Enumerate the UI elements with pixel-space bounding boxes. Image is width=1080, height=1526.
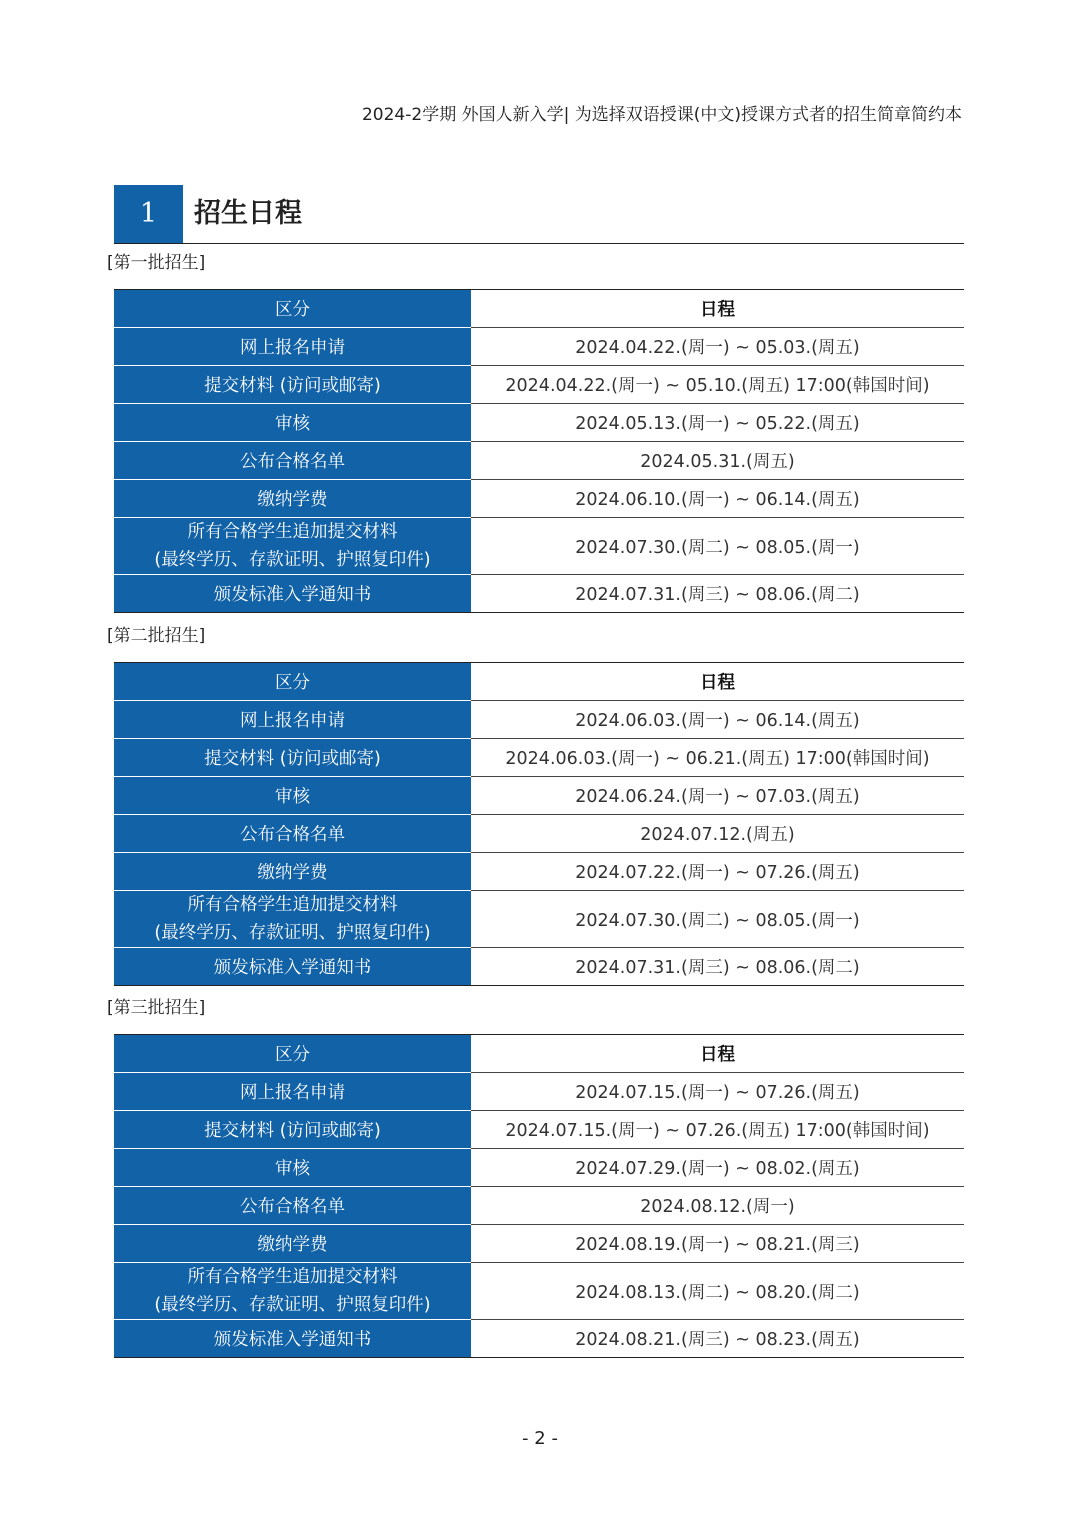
row-category	[114, 518, 471, 575]
table-header-row	[114, 1035, 964, 1073]
page-number: - 2 -	[522, 1428, 558, 1449]
row-category	[114, 1263, 471, 1320]
row-schedule: 2024.07.30.(周二) ~ 08.05.(周一)	[471, 891, 964, 948]
row-category: 缴纳学费	[114, 1225, 471, 1263]
table-header-row	[114, 663, 964, 701]
row-schedule: 2024.07.15.(周一) ~ 07.26.(周五) 17:00(韩国时间)	[471, 1111, 964, 1149]
row-schedule: 2024.04.22.(周一) ~ 05.03.(周五)	[471, 328, 964, 366]
row-category: 缴纳学费	[114, 480, 471, 518]
section-title: 招生日程	[194, 198, 302, 229]
row-category-line2: (最终学历、存款证明、护照复印件)	[154, 923, 431, 943]
table-row	[114, 1073, 964, 1111]
row-schedule: 2024.08.19.(周一) ~ 08.21.(周三)	[471, 1225, 964, 1263]
header-schedule: 日程	[471, 1035, 964, 1073]
row-category: 审核	[114, 1149, 471, 1187]
batch-label-3: [第三批招生]	[107, 998, 206, 1018]
row-schedule: 2024.04.22.(周一) ~ 05.10.(周五) 17:00(韩国时间)	[471, 366, 964, 404]
table-row	[114, 1149, 964, 1187]
table-row	[114, 404, 964, 442]
row-schedule: 2024.07.31.(周三) ~ 08.06.(周二)	[575, 958, 860, 978]
table-row	[114, 480, 964, 518]
section-number: 1	[114, 185, 183, 243]
row-schedule: 2024.06.03.(周一) ~ 06.14.(周五)	[471, 701, 964, 739]
header-schedule: 日程	[471, 663, 964, 701]
schedule-table-2	[114, 662, 964, 986]
row-category: 公布合格名单	[114, 442, 471, 480]
row-category: 提交材料 (访问或邮寄)	[114, 366, 471, 404]
row-schedule: 2024.07.22.(周一) ~ 07.26.(周五)	[471, 853, 964, 891]
table-row	[114, 701, 964, 739]
table-row	[114, 366, 964, 404]
section-heading	[114, 185, 964, 244]
row-category-line1: 所有合格学生追加提交材料	[187, 522, 398, 542]
row-category: 审核	[114, 777, 471, 815]
row-schedule: 2024.07.30.(周二) ~ 08.05.(周一)	[471, 518, 964, 575]
row-category-line2: (最终学历、存款证明、护照复印件)	[154, 1295, 431, 1315]
header-category: 区分	[114, 290, 471, 328]
row-category-line1: 所有合格学生追加提交材料	[187, 895, 398, 915]
row-category-line1: 所有合格学生追加提交材料	[187, 1267, 398, 1287]
header-category: 区分	[114, 663, 471, 701]
table-row	[114, 1263, 964, 1320]
table-row	[114, 1111, 964, 1149]
row-category: 颁发标准入学通知书	[114, 575, 471, 613]
row-category: 网上报名申请	[114, 1073, 471, 1111]
row-category: 颁发标准入学通知书	[114, 948, 471, 986]
table-row	[114, 891, 964, 948]
row-category: 公布合格名单	[114, 1187, 471, 1225]
row-schedule: 2024.06.03.(周一) ~ 06.21.(周五) 17:00(韩国时间)	[471, 739, 964, 777]
table-row	[114, 853, 964, 891]
table-row	[114, 518, 964, 575]
table-row	[114, 1320, 964, 1358]
row-schedule: 2024.07.12.(周五)	[471, 815, 964, 853]
row-category: 缴纳学费	[114, 853, 471, 891]
row-category	[114, 891, 471, 948]
table-row	[114, 739, 964, 777]
batch-label-2: [第二批招生]	[107, 626, 206, 646]
page-header: 2024-2学期 外国人新入学| 为选择双语授课(中文)授课方式者的招生简章简约本	[361, 105, 962, 125]
row-schedule: 2024.05.13.(周一) ~ 05.22.(周五)	[471, 404, 964, 442]
table-row	[114, 442, 964, 480]
row-schedule: 2024.08.12.(周一)	[471, 1187, 964, 1225]
table-row	[114, 777, 964, 815]
row-schedule: 2024.07.15.(周一) ~ 07.26.(周五)	[471, 1073, 964, 1111]
row-category-line2: (最终学历、存款证明、护照复印件)	[154, 550, 431, 570]
table-header-row	[114, 290, 964, 328]
table-row	[114, 948, 964, 986]
schedule-table-3	[114, 1034, 964, 1358]
row-category: 网上报名申请	[114, 328, 471, 366]
row-schedule: 2024.07.31.(周三) ~ 08.06.(周二)	[575, 585, 860, 605]
row-category: 颁发标准入学通知书	[114, 1320, 471, 1358]
schedule-table-1	[114, 289, 964, 613]
row-schedule: 2024.07.29.(周一) ~ 08.02.(周五)	[471, 1149, 964, 1187]
row-schedule: 2024.08.21.(周三) ~ 08.23.(周五)	[575, 1330, 860, 1350]
table-row	[114, 815, 964, 853]
row-category: 提交材料 (访问或邮寄)	[114, 1111, 471, 1149]
row-schedule: 2024.05.31.(周五)	[471, 442, 964, 480]
table-row	[114, 1225, 964, 1263]
row-schedule: 2024.06.24.(周一) ~ 07.03.(周五)	[471, 777, 964, 815]
row-category: 公布合格名单	[114, 815, 471, 853]
batch-label-1: [第一批招生]	[107, 253, 206, 273]
header-schedule: 日程	[471, 290, 964, 328]
row-schedule: 2024.08.13.(周二) ~ 08.20.(周二)	[471, 1263, 964, 1320]
row-category: 审核	[114, 404, 471, 442]
table-row	[114, 575, 964, 613]
header-category: 区分	[114, 1035, 471, 1073]
table-row	[114, 1187, 964, 1225]
row-category: 提交材料 (访问或邮寄)	[114, 739, 471, 777]
row-schedule: 2024.06.10.(周一) ~ 06.14.(周五)	[471, 480, 964, 518]
table-row	[114, 328, 964, 366]
row-category: 网上报名申请	[114, 701, 471, 739]
